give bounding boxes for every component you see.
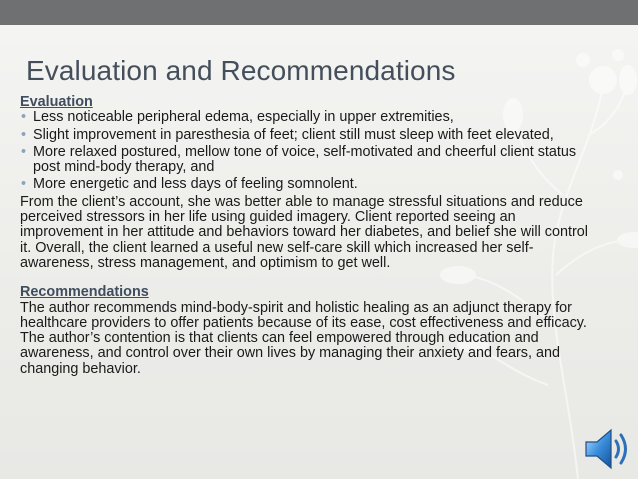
slide-content — [20, 95, 600, 377]
slide-title: Evaluation and Recommendations — [26, 55, 456, 86]
slide — [0, 25, 638, 479]
evaluation-bullet-list — [20, 110, 600, 192]
section-gap — [20, 271, 600, 285]
recommendations-paragraph: The author recommends mind-body-spirit and holistic healing as an adjunct therapy for healthcare providers to offer patients because of its ease, cost effectiveness and efficacy. The author’s contention is that clients can feel empowered through education and awareness, and control over their own lives by managing their anxiety and fears, and changing behavior. — [20, 299, 587, 377]
evaluation-paragraph: From the client’s account, she was better able to manage stressful situations and reduce perceived stressors in her life using guided imagery. Client reported seeing an improvement in her attitude and behaviors toward her diabetes, and belief she will control it. Overall, the client learned a useful new self-care skill which increased her self-awareness, stress management, and optimism to get well. — [20, 193, 588, 271]
speaker-icon[interactable] — [580, 423, 632, 475]
top-band — [0, 0, 638, 25]
evaluation-heading: Evaluation — [20, 94, 93, 110]
evaluation-bullet: • Less noticeable peripheral edema, especially in upper extremities, — [20, 110, 600, 125]
evaluation-bullet: • More energetic and less days of feeling somnolent. — [20, 177, 600, 192]
evaluation-bullet: • Slight improvement in paresthesia of feet; client still must sleep with feet elevated, — [20, 128, 600, 143]
recommendations-heading: Recommendations — [20, 284, 149, 301]
evaluation-bullet: • More relaxed postured, mellow tone of voice, self-motivated and cheerful client status post mind-body therapy, and — [20, 145, 600, 176]
